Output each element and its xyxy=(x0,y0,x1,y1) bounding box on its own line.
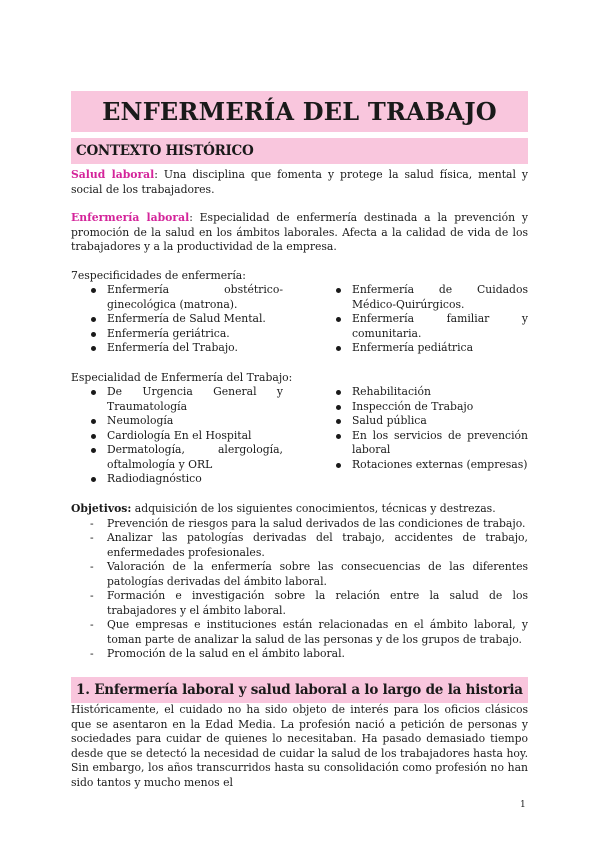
especificidades-list xyxy=(71,283,528,363)
list-item: Dermatología, alergología, oftalmología y ORL xyxy=(71,443,283,472)
list-item: Enfermería obstétrico-ginecológica (matrona). xyxy=(71,283,283,312)
salud-laboral-paragraph xyxy=(71,168,528,197)
list-item: De Urgencia General y Traumatología xyxy=(71,385,283,414)
page-number: 1 xyxy=(520,800,526,810)
list-item: Enfermería pediátrica xyxy=(316,341,528,356)
list-item: Enfermería de Cuidados Médico-Quirúrgicos. xyxy=(316,283,528,312)
list-item: Inspección de Trabajo xyxy=(316,400,528,415)
list-item: Enfermería de Salud Mental. xyxy=(71,312,283,327)
list-item: Cardiología En el Hospital xyxy=(71,429,283,444)
list-item: - Prevención de riesgos para la salud derivados de las condiciones de trabajo. xyxy=(71,517,528,532)
especificidades-left-column xyxy=(71,283,283,356)
especialidad-heading: Especialidad de Enfermería del Trabajo: xyxy=(71,371,293,384)
especificidades-heading: 7especificidades de enfermería: xyxy=(71,269,246,282)
objetivos-section xyxy=(71,502,528,662)
list-item: En los servicios de prevención laboral xyxy=(316,429,528,458)
objetivos-label: Objetivos: xyxy=(71,502,132,515)
section-heading-historia: 1. Enfermería laboral y salud laboral a lo largo de la historia xyxy=(71,677,528,703)
list-item: Enfermería del Trabajo. xyxy=(71,341,283,356)
especificidades-right-column xyxy=(316,283,528,356)
list-item: Enfermería geriátrica. xyxy=(71,327,283,342)
list-item: - Analizar las patologías derivadas del trabajo, accidentes de trabajo, enfermedades profesionales. xyxy=(71,531,528,560)
list-item: Neumología xyxy=(71,414,283,429)
objetivos-intro xyxy=(71,502,528,517)
section-heading-contexto: CONTEXTO HISTÓRICO xyxy=(71,138,528,164)
list-item: Salud pública xyxy=(316,414,528,429)
enfermeria-laboral-text: Especialidad de enfermería destinada a la prevención y promoción de la salud en los ámbitos laborales. Afecta a la calidad de vida de los trabajadores y a la productividad de la empresa. xyxy=(71,211,529,253)
objetivos-text: adquisición de los siguientes conocimientos, técnicas y destrezas. xyxy=(131,502,496,515)
especialidad-list xyxy=(71,385,528,495)
especialidad-left-column xyxy=(71,385,283,487)
especialidad-right-column xyxy=(316,385,528,472)
list-item: Rehabilitación xyxy=(316,385,528,400)
enfermeria-laboral-paragraph xyxy=(71,211,528,255)
list-item: - Valoración de la enfermería sobre las consecuencias de las diferentes patologías derivadas del ámbito laboral. xyxy=(71,560,528,589)
salud-laboral-colon: : xyxy=(154,168,158,181)
salud-laboral-term: Salud laboral xyxy=(71,168,155,181)
list-item: - Promoción de la salud en el ámbito laboral. xyxy=(71,647,528,662)
enfermeria-laboral-colon: : xyxy=(189,211,193,224)
list-item: Radiodiagnóstico xyxy=(71,472,283,487)
list-item: Rotaciones externas (empresas) xyxy=(316,458,528,473)
objetivos-list xyxy=(71,517,528,662)
historia-paragraph: Históricamente, el cuidado no ha sido objeto de interés para los oficios clásicos que se asentaron en la Edad Media. La profesión nació a petición de personas y sociedades para cuidar de quienes lo necesitaban. Ha pasado demasiado tiempo desde que se detectó la necesidad de cuidar la salud de los trabajadores hasta hoy. Sin embargo, los años transcurridos hasta su consolidación como profesión no han sido tantos y mucho menos el xyxy=(71,703,528,789)
list-item: Enfermería familiar y comunitaria. xyxy=(316,312,528,341)
page-title: ENFERMERÍA DEL TRABAJO xyxy=(71,91,528,132)
list-item: - Que empresas e instituciones están relacionadas en el ámbito laboral, y toman parte de analizar la salud de las personas y de los grupos de trabajo. xyxy=(71,618,528,647)
salud-laboral-text: Una disciplina que fomenta y protege la salud física, mental y social de los trabajadores. xyxy=(71,168,528,196)
enfermeria-laboral-term: Enfermería laboral xyxy=(71,211,190,224)
list-item: - Formación e investigación sobre la relación entre la salud de los trabajadores y el ámbito laboral. xyxy=(71,589,528,618)
